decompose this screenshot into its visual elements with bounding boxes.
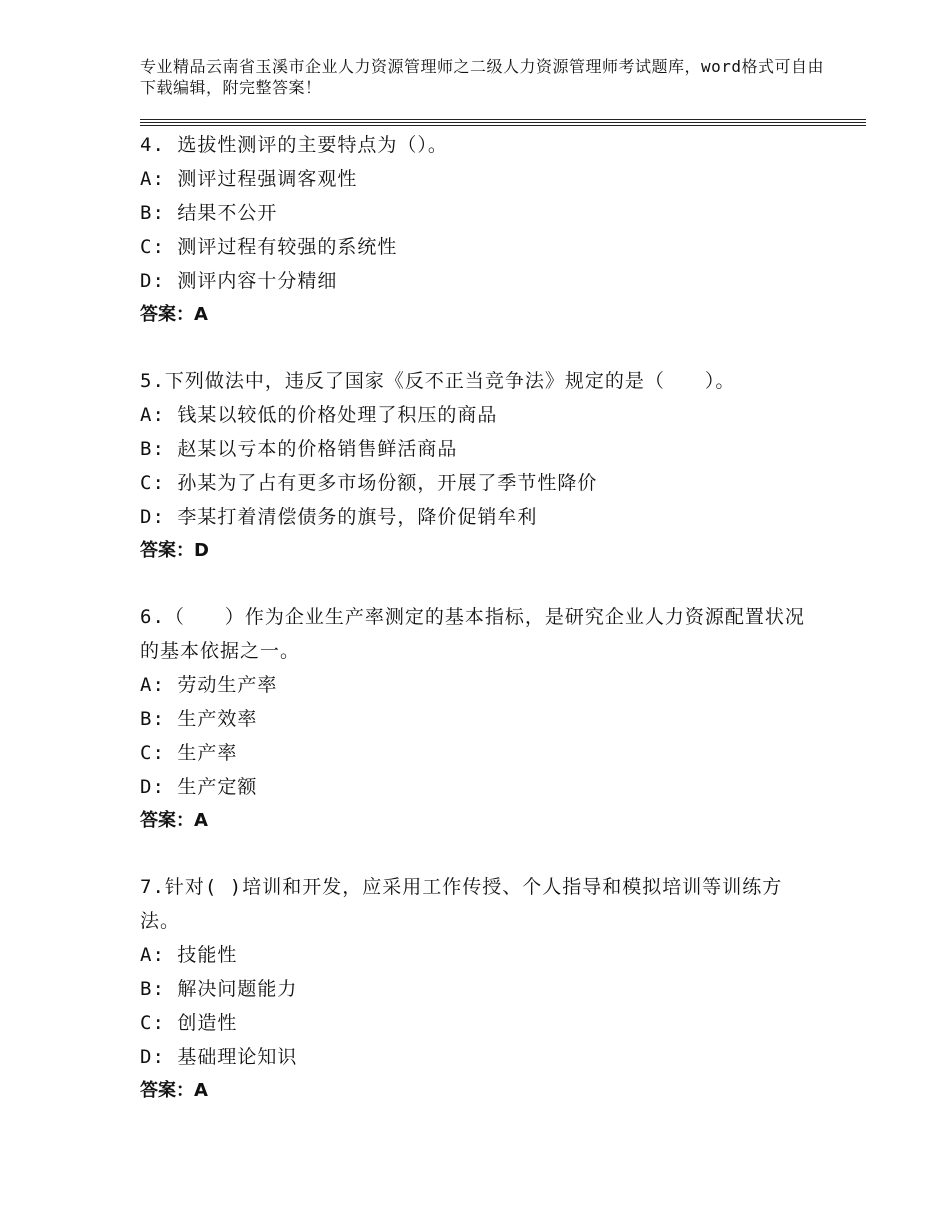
option-d: D: 基础理论知识	[140, 1046, 298, 1068]
answer-label: 答案：	[140, 540, 194, 561]
option-d: D: 生产定额	[140, 776, 258, 798]
option-c: C: 创造性	[140, 1012, 238, 1034]
option-d: D: 测评内容十分精细	[140, 270, 338, 292]
question-stem: 5.下列做法中，违反了国家《反不正当竞争法》规定的是（ ）。	[140, 370, 736, 392]
document-header	[140, 56, 840, 98]
answer-label: 答案：	[140, 1080, 194, 1101]
option-a: A: 技能性	[140, 944, 238, 966]
question-5	[140, 364, 810, 568]
answer-label: 答案：	[140, 304, 194, 325]
question-stem: 7.针对( )培训和开发，应采用工作传授、个人指导和模拟培训等训练方法。	[140, 876, 783, 932]
question-7	[140, 870, 810, 1108]
header-rule-middle	[140, 122, 866, 123]
option-b: B: 结果不公开	[140, 202, 278, 224]
question-6	[140, 600, 810, 838]
answer-line	[140, 804, 810, 838]
option-c: C: 生产率	[140, 742, 238, 764]
header-rule-top	[140, 119, 866, 120]
option-d: D: 李某打着清偿债务的旗号，降价促销牟利	[140, 506, 538, 528]
option-b: B: 生产效率	[140, 708, 258, 730]
option-a: A: 钱某以较低的价格处理了积压的商品	[140, 404, 498, 426]
option-a: A: 测评过程强调客观性	[140, 168, 358, 190]
answer-label: 答案：	[140, 810, 194, 831]
answer-value: A	[194, 810, 208, 831]
question-stem: 6.（ ）作为企业生产率测定的基本指标，是研究企业人力资源配置状况的基本依据之一。	[140, 606, 805, 662]
option-c: C: 孙某为了占有更多市场份额，开展了季节性降价	[140, 472, 598, 494]
answer-value: A	[194, 304, 208, 325]
answer-line	[140, 298, 810, 332]
option-a: A: 劳动生产率	[140, 674, 278, 696]
question-4	[140, 128, 810, 332]
option-c: C: 测评过程有较强的系统性	[140, 236, 398, 258]
question-list	[140, 128, 810, 1140]
answer-line	[140, 534, 810, 568]
answer-line	[140, 1074, 810, 1108]
question-stem: 4. 选拔性测评的主要特点为（）。	[140, 134, 448, 156]
header-rule-bottom	[140, 125, 866, 126]
answer-value: D	[194, 540, 209, 561]
option-b: B: 赵某以亏本的价格销售鲜活商品	[140, 438, 458, 460]
answer-value: A	[194, 1080, 208, 1101]
option-b: B: 解决问题能力	[140, 978, 298, 1000]
header-title: 专业精品云南省玉溪市企业人力资源管理师之二级人力资源管理师考试题库，word格式可自由下载编辑，附完整答案！	[140, 57, 825, 97]
